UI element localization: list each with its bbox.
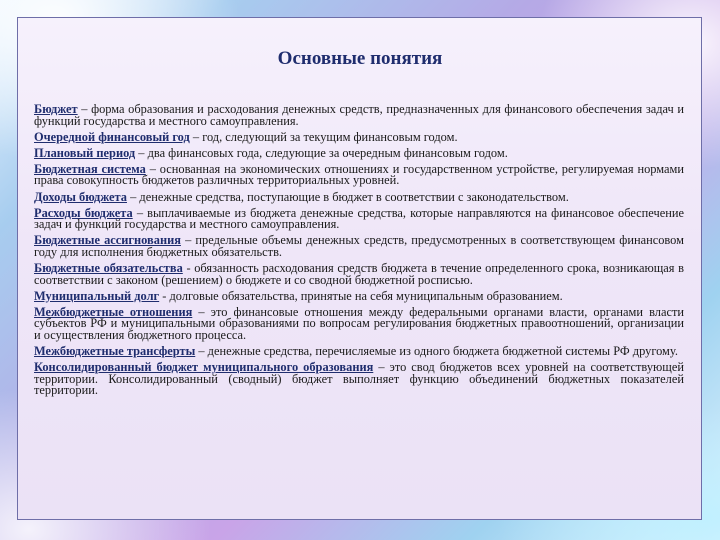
definition-term: Консолидированный бюджет муниципального образования bbox=[34, 360, 374, 375]
definition-text: – выплачиваемые из бюджета денежные средства, которые направляются на финансовое обеспечение задач и функций государства и местного самоуправления. bbox=[34, 205, 684, 232]
definition-term: Бюджетная система bbox=[34, 161, 146, 176]
definition-text: – два финансовых года, следующие за очередным финансовым годом. bbox=[135, 145, 508, 160]
definition-term: Плановый период bbox=[34, 145, 136, 160]
definition-item bbox=[34, 362, 684, 397]
definition-item bbox=[34, 205, 684, 232]
definition-text: – денежные средства, перечисляемые из одного бюджета бюджетной системы РФ другому. bbox=[195, 344, 678, 359]
definition-item bbox=[34, 145, 684, 160]
definition-term: Бюджетные обязательства bbox=[34, 261, 183, 276]
definition-text: – основанная на экономических отношениях и государственном устройстве, регулируемая нормами права совокупность бюджетов различных территориальных уровней. bbox=[34, 161, 685, 188]
definition-term: Расходы бюджета bbox=[34, 205, 133, 220]
definition-text: – это финансовые отношения между федеральными органами власти, органами власти субъектов РФ и муниципальными образованиями по вопросам регулирования бюджетных правоотношений, организации и осуществления бюджетного процесса. bbox=[34, 304, 684, 342]
definition-text: - долговые обязательства, принятые на себя муниципальным образованием. bbox=[159, 288, 563, 303]
definitions-list bbox=[34, 104, 684, 401]
definition-term: Межбюджетные отношения bbox=[34, 304, 193, 319]
definition-text: - обязанность расходования средств бюджета в течение определенного срока, возникающая в соответствии с законом (решением) о бюджете и со сводной бюджетной росписью. bbox=[34, 261, 684, 287]
definition-item bbox=[34, 288, 684, 303]
definition-term: Доходы бюджета bbox=[34, 189, 127, 204]
definition-text: – предельные объемы денежных средств, предусмотренных в соответствующем финансовом году для исполнения бюджетных обязательств. bbox=[34, 233, 684, 259]
definition-item bbox=[34, 129, 684, 144]
definition-item bbox=[34, 304, 684, 342]
definition-term: Очередной финансовый год bbox=[34, 129, 190, 144]
definition-term: Бюджет bbox=[34, 102, 78, 116]
definition-item bbox=[34, 346, 684, 358]
definition-term: Межбюджетные трансферты bbox=[34, 344, 196, 359]
definition-text: – форма образования и расходования денежных средств, предназначенных для финансового обеспечения задач и функций государства и местного самоуправления. bbox=[34, 102, 684, 128]
definition-text: – это свод бюджетов всех уровней на соответствующей территории. Консолидированный (сводный) бюджет выполняет функцию объединений бюджетных показателей территории. bbox=[34, 360, 684, 398]
definition-text: – год, следующий за текущим финансовым годом. bbox=[189, 129, 458, 144]
page-title: Основные понятия bbox=[277, 48, 443, 69]
definition-item bbox=[34, 235, 684, 258]
definition-text: – денежные средства, поступающие в бюджет в соответствии с законодательством. bbox=[127, 189, 569, 204]
definition-term: Муниципальный долг bbox=[34, 288, 160, 303]
definition-item bbox=[34, 263, 684, 286]
definition-item bbox=[34, 104, 684, 127]
definition-item bbox=[34, 189, 684, 204]
definition-term: Бюджетные ассигнования bbox=[34, 233, 181, 248]
definition-item bbox=[34, 161, 685, 188]
